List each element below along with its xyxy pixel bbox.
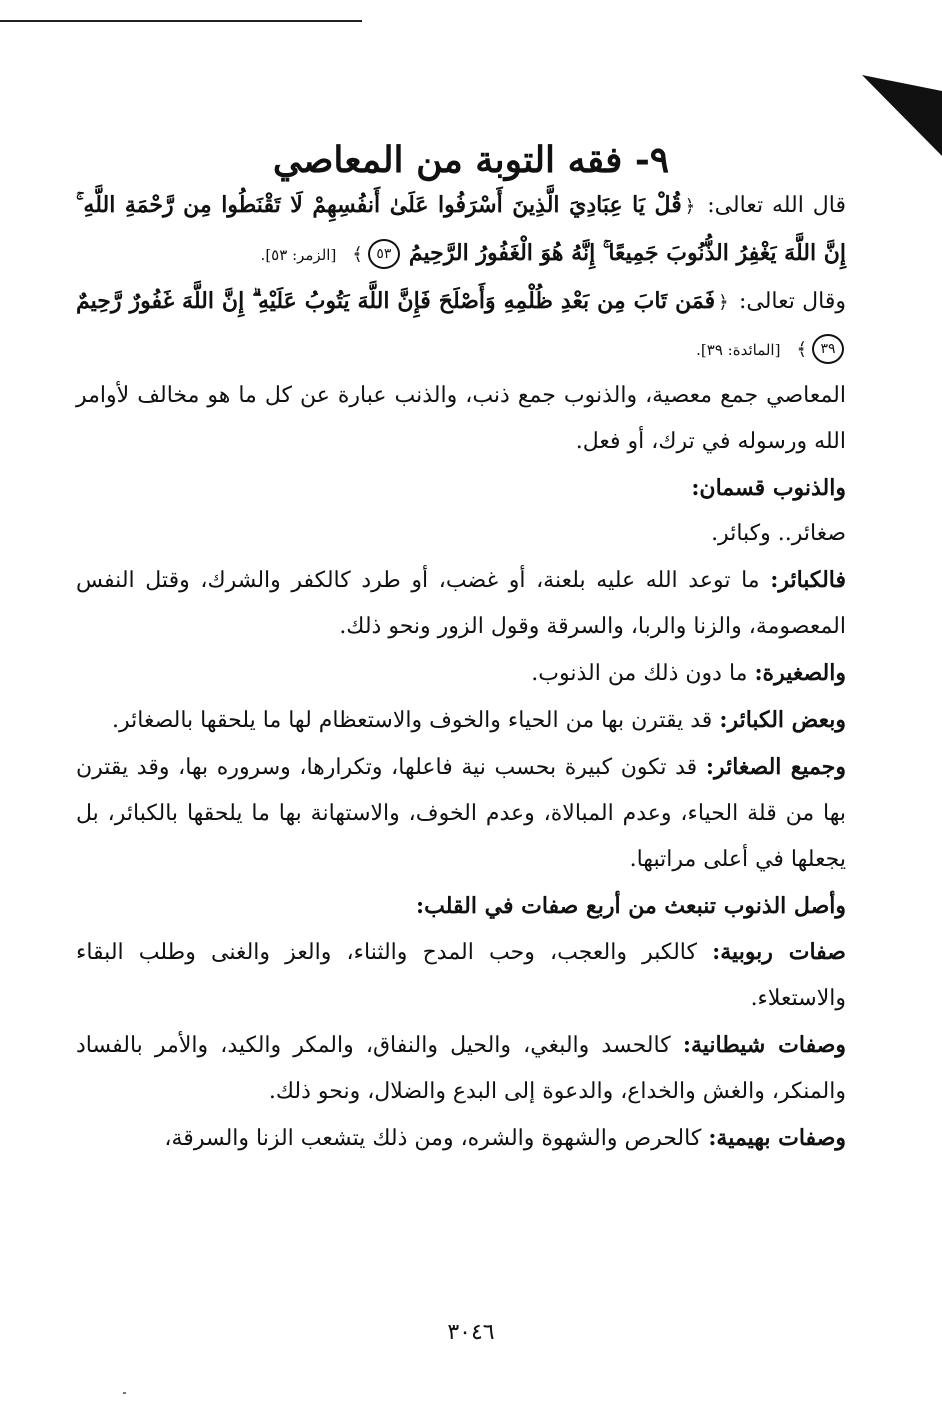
bahimiyya-text: كالحرص والشهوة والشره، ومن ذلك يتشعب الزنا والسرقة، bbox=[164, 1126, 702, 1151]
saghira-term: والصغيرة: bbox=[754, 660, 846, 686]
bahimiyya-term: وصفات بهيمية: bbox=[708, 1125, 846, 1151]
types-list: صغائر.. وكبائر. bbox=[711, 521, 846, 546]
all-saghair-text: قد تكون كبيرة بحسب نية فاعلها، وتكرارها، وسروره بها، وقد يقترن بها من قلة الحياء، وعدم المبالاة، وعدم الخوف، والاستهانة بها ما يلحقها بالكبائر، بل يجعلها في أعلى مراتبها. bbox=[76, 755, 846, 872]
verse-open-bracket: ﴿ bbox=[684, 196, 696, 217]
saghira-paragraph bbox=[76, 650, 846, 697]
verse-paragraph-1 bbox=[76, 182, 846, 278]
verse-number-badge: ٣٩ bbox=[812, 334, 844, 364]
some-kabair-text: قد يقترن بها من الحياء والخوف والاستعظام لها ما يلحقها بالصغائر. bbox=[112, 708, 713, 733]
kabair-term: فالكبائر: bbox=[770, 567, 846, 593]
verse-open-bracket: ﴿ bbox=[718, 292, 729, 313]
rububiyya-text: كالكبر والعجب، وحب المدح والثناء، والعز والغنى وطلب البقاء والاستعلاء. bbox=[76, 940, 846, 1011]
rububiyya-paragraph bbox=[76, 929, 846, 1022]
verse-intro: وقال تعالى: bbox=[738, 289, 847, 314]
verse-intro: قال الله تعالى: bbox=[707, 193, 846, 218]
some-kabair-term: وبعض الكبائر: bbox=[719, 707, 846, 733]
top-rule bbox=[0, 20, 362, 22]
shaytaniyya-paragraph bbox=[76, 1022, 846, 1115]
shaytaniyya-text: كالحسد والبغي، والحيل والنفاق، والمكر والكيد، والأمر بالفساد والمنكر، والغش والخداع، والدعوة إلى البدع والضلال، ونحو ذلك. bbox=[76, 1033, 846, 1104]
types-heading: والذنوب قسمان: bbox=[691, 475, 846, 501]
scan-speck bbox=[123, 1392, 126, 1394]
page-number: ٣٠٤٦ bbox=[447, 1320, 495, 1345]
all-saghair-term: وجميع الصغائر: bbox=[705, 754, 846, 780]
shaytaniyya-term: وصفات شيطانية: bbox=[682, 1032, 846, 1058]
verse-reference: [الزمر: ٥٣]. bbox=[260, 246, 337, 264]
verse-reference: [المائدة: ٣٩]. bbox=[696, 341, 781, 359]
some-kabair-paragraph bbox=[76, 697, 846, 744]
verse-close-bracket: ﴾ bbox=[352, 244, 363, 265]
page-body bbox=[76, 182, 846, 1162]
verse-close-bracket: ﴾ bbox=[796, 339, 807, 360]
kabair-paragraph bbox=[76, 557, 846, 650]
definition-paragraph: المعاصي جمع معصية، والذنوب جمع ذنب، والذنب عبارة عن كل ما هو مخالف لأوامر الله ورسوله في ترك، أو فعل. bbox=[76, 383, 846, 454]
verse-text: قُلْ يَا عِبَادِيَ الَّذِينَ أَسْرَفُوا عَلَىٰ أَنفُسِهِمْ لَا تَقْنَطُوا مِن رَّحْمَةِ اللَّهِ ۚ إِنَّ اللَّهَ يَغْفِرُ الذُّنُوبَ جَمِيعًا ۚ إِنَّهُ هُوَ الْغَفُورُ الرَّحِيمُ bbox=[76, 192, 846, 266]
rububiyya-term: صفات ربوبية: bbox=[712, 939, 846, 965]
verse-text: فَمَن تَابَ مِن بَعْدِ ظُلْمِهِ وَأَصْلَحَ فَإِنَّ اللَّهَ يَتُوبُ عَلَيْهِ ۗ إِنَّ اللَّهَ غَفُورٌ رَّحِيمٌ bbox=[76, 288, 716, 314]
origins-heading: وأصل الذنوب تنبعث من أربع صفات في القلب: bbox=[416, 893, 846, 919]
saghira-text: ما دون ذلك من الذنوب. bbox=[531, 661, 748, 686]
chapter-title: ٩- فقه التوبة من المعاصي bbox=[272, 139, 670, 182]
kabair-text: ما توعد الله عليه بلعنة، أو غضب، أو طرد كالكفر والشرك، وقتل النفس المعصومة، والزنا والربا، والسرقة وقول الزور ونحو ذلك. bbox=[76, 568, 846, 639]
bahimiyya-paragraph bbox=[76, 1115, 846, 1162]
verse-number-badge: ٥٣ bbox=[368, 239, 400, 269]
verse-paragraph-2 bbox=[76, 278, 846, 373]
all-saghair-paragraph bbox=[76, 744, 846, 883]
